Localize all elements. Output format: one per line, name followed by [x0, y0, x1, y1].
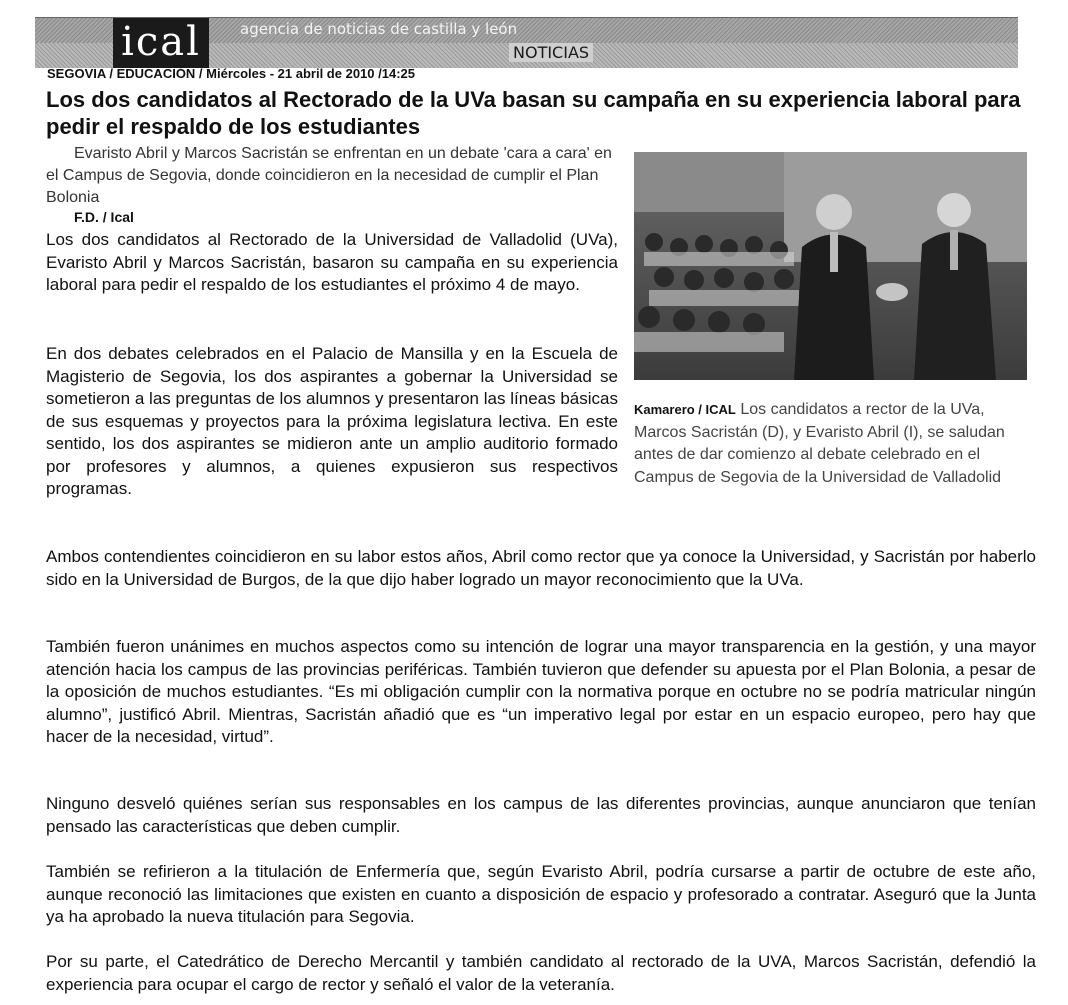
photo-caption: [634, 399, 1034, 489]
paragraph-3: Ambos contendientes coincidieron en su labor estos años, Abril como rector que ya conoce la Universidad, y Sacristán por haberlo sido en la Universidad de Burgos, de la que dijo haber logrado un mayor reconocimiento que la UVa.: [46, 547, 1036, 589]
debate-photo: [634, 152, 1027, 380]
paragraph-6: También se refirieron a la titulación de Enfermería que, según Evaristo Abril, podría cursarse a partir de octubre de este año, aunque reconoció las limitaciones que existen en cuanto a disposición de espacio y profesorado a contratar. Aseguró que la Junta ya ha aprobado la nueva titulación para Segovia.: [46, 862, 1036, 926]
photo-image: [634, 152, 1027, 380]
byline: F.D. / Ical: [74, 209, 134, 225]
caption-text: Los candidatos a rector de la UVa, Marcos Sacristán (D), y Evaristo Abril (I), se saludan antes de dar comienzo al debate celebrado en el Campus de Segovia de la Universidad de Valladolid: [634, 401, 1005, 486]
agency-name: agencia de noticias de castilla y león: [240, 20, 518, 38]
section-label: NOTICIAS: [509, 43, 593, 62]
ical-logo: ical: [113, 18, 209, 68]
paragraph-1: Los dos candidatos al Rectorado de la Universidad de Valladolid (UVa), Evaristo Abril y Marcos Sacristán, basaron su campaña en su experiencia laboral para pedir el respaldo de los estudiantes el próximo 4 de mayo.: [46, 230, 618, 294]
paragraph-2: En dos debates celebrados en el Palacio de Mansilla y en la Escuela de Magisterio de Segovia, los dos aspirantes a gobernar la Universidad se sometieron a las preguntas de los alumnos y presentaron las líneas básicas de sus esquemas y proyectos para la próxima legislatura lectiva. En este sentido, los dos aspirantes se midieron ante un amplio auditorio formado por profesores y alumnos, a quienes expusieron sus respectivos programas.: [46, 344, 618, 498]
masthead: [35, 17, 1018, 68]
subtitle: Evaristo Abril y Marcos Sacristán se enfrentan en un debate 'cara a cara' en el Campus de Segovia, donde coincidieron en la necesidad de cumplir el Plan Bolonia: [46, 145, 612, 206]
dateline: SEGOVIA / EDUCACIÓN / Miércoles - 21 abril de 2010 /14:25: [47, 66, 415, 81]
paragraph-5: Ninguno desveló quiénes serían sus responsables en los campus de las diferentes provincias, aunque anunciaron que tenían pensado las características que deben cumplir.: [46, 794, 1036, 836]
photo-credit: Kamarero / ICAL: [634, 402, 736, 417]
headline: Los dos candidatos al Rectorado de la UVa basan su campaña en su experiencia laboral para pedir el respaldo de los estudiantes: [46, 87, 1021, 139]
paragraph-7: Por su parte, el Catedrático de Derecho Mercantil y también candidato al rectorado de la UVA, Marcos Sacristán, defendió la experiencia para ocupar el cargo de rector y señaló el valor de la veteranía.: [46, 952, 1036, 994]
paragraph-4: También fueron unánimes en muchos aspectos como su intención de lograr una mayor transparencia en la gestión, y una mayor atención hacia los campus de las provincias periféricas. También tuvieron que defender su apuesta por el Plan Bolonia, a pesar de la oposición de muchos estudiantes. “Es mi obligación cumplir con la normativa porque en octubre no se podría matricular ningún alumno”, justificó Abril. Mientras, Sacristán añadió que es “un imperativo legal por estar en un espacio europeo, pero hay que hacer de la necesidad, virtud”.: [46, 637, 1036, 746]
